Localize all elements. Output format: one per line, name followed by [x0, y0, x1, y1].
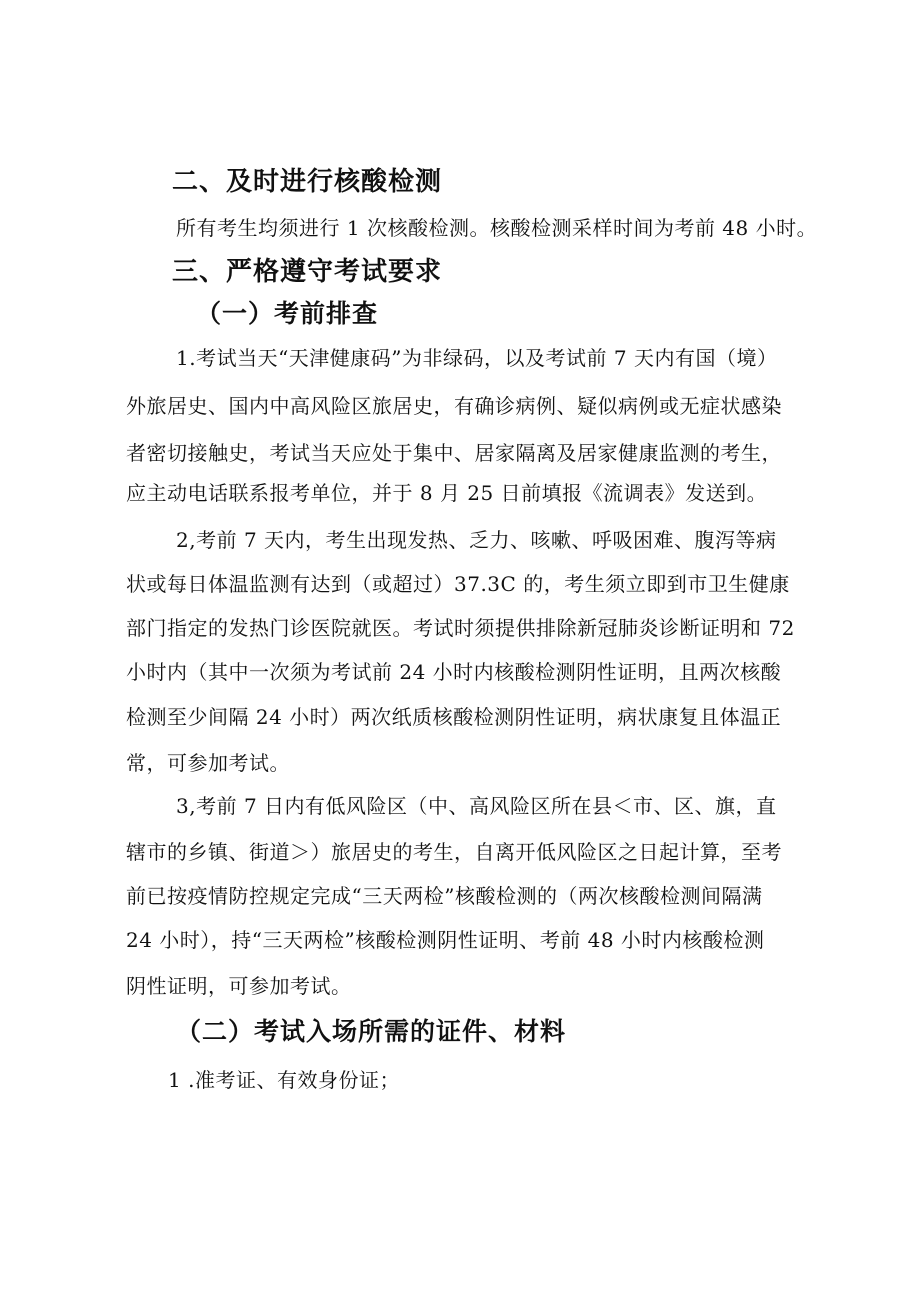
item-2-line-3: 部门指定的发热门诊医院就医。考试时须提供排除新冠肺炎诊断证明和 72	[126, 616, 795, 640]
item-2-line-5: 检测至少间隔 24 小时）两次纸质核酸检测阴性证明，病状康复且体温正	[126, 705, 782, 729]
subsection-2-item-1: 1 .准考证、有效身份证；	[168, 1068, 400, 1092]
item-3-line-1: 3,考前 7 日内有低风险区（中、高风险区所在县＜市、区、旗，直	[176, 794, 777, 818]
item-1-line-3: 者密切接触史，考试当天应处于集中、居家隔离及居家健康监测的考生，	[126, 441, 782, 465]
item-3-line-4: 24 小时），持“三天两检”核酸检测阴性证明、考前 48 小时内核酸检测	[126, 928, 765, 952]
item-2-line-2: 状或每日体温监测有达到（或超过）37.3C 的，考生须立即到市卫生健康	[126, 572, 790, 596]
item-2-line-1: 2,考前 7 天内，考生出现发热、乏力、咳嗽、呼吸困难、腹泻等病	[176, 528, 777, 552]
item-1-line-2: 外旅居史、国内中高风险区旅居史，有确诊病例、疑似病例或无症状感染	[126, 394, 782, 418]
item-3-line-3: 前已按疫情防控规定完成“三天两检”核酸检测的（两次核酸检测间隔满	[126, 884, 763, 908]
item-3-line-5: 阴性证明，可参加考试。	[126, 974, 352, 998]
section-2-heading: 二、及时进行核酸检测	[172, 167, 443, 197]
subsection-2-heading: （二）考试入场所需的证件、材料	[176, 1017, 567, 1046]
item-2-line-4: 小时内（其中一次须为考试前 24 小时内核酸检测阴性证明，且两次核酸	[126, 660, 782, 684]
section-2-text: 所有考生均须进行 1 次核酸检测。核酸检测采样时间为考前 48 小时。	[176, 216, 818, 240]
item-1-line-4: 应主动电话联系报考单位，并于 8 月 25 日前填报《流调表》发送到。	[126, 481, 768, 505]
section-3-heading: 三、严格遵守考试要求	[172, 257, 443, 287]
item-2-line-6: 常，可参加考试。	[126, 751, 290, 775]
subsection-1-heading: （一）考前排查	[196, 299, 379, 328]
item-3-line-2: 辖市的乡镇、街道＞）旅居史的考生，自离开低风险区之日起计算，至考	[126, 840, 782, 864]
item-1-line-1: 1.考试当天“天津健康码”为非绿码，以及考试前 7 天内有国（境）	[176, 346, 778, 370]
